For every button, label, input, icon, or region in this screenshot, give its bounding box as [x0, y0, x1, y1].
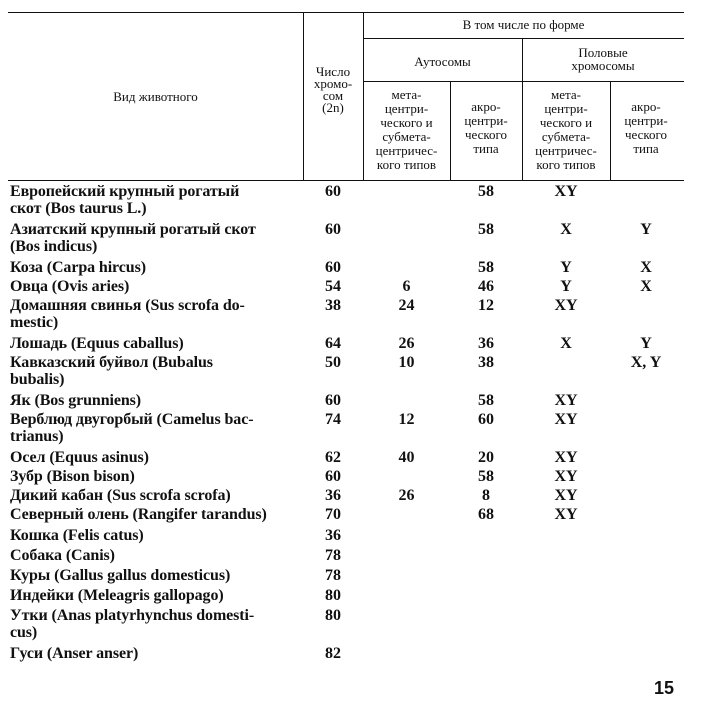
cell-autosomes-acrocentric: 58 [478, 468, 494, 485]
cell-species: Осел (Equus asinus) [10, 449, 149, 466]
cell-autosomes-acrocentric: 68 [478, 506, 494, 523]
cell-autosomes-metacentric: 26 [398, 487, 415, 504]
cell-species: Коза (Carpa hircus) [10, 259, 146, 276]
cell-autosomes-acrocentric: 58 [478, 259, 494, 276]
header-sex-chromosomes: Половые хромосомы [571, 45, 635, 73]
cell-sex-acrocentric: X [640, 259, 652, 276]
cell-chromosome-number: 78 [325, 547, 341, 564]
header-rule-by-form [363, 38, 684, 39]
cell-sex-metacentric: XY [554, 449, 578, 466]
cell-sex-metacentric: Y [560, 278, 572, 295]
cell-species: Индейки (Meleagris gallopago) [10, 587, 224, 604]
cell-species: Азиатский крупный рогатый скот (Bos indicus) [10, 221, 256, 255]
cell-autosomes-acrocentric: 58 [478, 392, 494, 409]
cell-autosomes-acrocentric: 8 [482, 487, 490, 504]
header-autosomes-acrocentric: акро- центри- ческого типа [464, 99, 508, 156]
header-chromosome-number: Число хромо- сом (2n) [313, 64, 353, 115]
cell-autosomes-acrocentric: 58 [478, 221, 494, 238]
cell-sex-metacentric: XY [554, 411, 578, 428]
cell-chromosome-number: 54 [325, 278, 341, 295]
cell-autosomes-acrocentric: 12 [478, 297, 494, 314]
cell-autosomes-metacentric: 26 [398, 335, 415, 352]
header-sex-acrocentric: акро- центри- ческого типа [624, 99, 668, 156]
cell-chromosome-number: 80 [325, 587, 341, 604]
cell-sex-acrocentric: X, Y [630, 354, 662, 371]
header-by-form: В том числе по форме [462, 17, 585, 32]
cell-chromosome-number: 82 [325, 645, 341, 662]
cell-species: Европейский крупный рогатый скот (Bos taurus L.) [10, 183, 240, 217]
cell-sex-acrocentric: Y [640, 221, 652, 238]
header-autosomes-metacentric: мета- центри- ческого и субмета- центричес- кого типов [375, 87, 438, 172]
cell-species: Гуси (Anser anser) [10, 645, 139, 662]
cell-species: Як (Bos grunniens) [10, 392, 141, 409]
cell-species: Северный олень (Rangifer tarandus) [10, 506, 267, 523]
cell-species: Домашняя свинья (Sus scrofa do- mestic) [10, 297, 245, 331]
cell-chromosome-number: 60 [325, 392, 341, 409]
cell-species: Собака (Canis) [10, 547, 115, 564]
cell-autosomes-acrocentric: 20 [478, 449, 494, 466]
cell-chromosome-number: 60 [325, 468, 341, 485]
header-sex-metacentric: мета- центри- ческого и субмета- центричес- кого типов [535, 87, 597, 172]
cell-species: Дикий кабан (Sus scrofa scrofa) [10, 487, 231, 504]
cell-sex-acrocentric: X [640, 278, 652, 295]
cell-chromosome-number: 60 [325, 221, 341, 238]
cell-sex-metacentric: XY [554, 468, 578, 485]
cell-chromosome-number: 70 [325, 506, 341, 523]
cell-chromosome-number: 74 [325, 411, 341, 428]
cell-autosomes-acrocentric: 38 [478, 354, 494, 371]
cell-species: Куры (Gallus gallus domesticus) [10, 567, 231, 584]
header-bottom-rule [8, 180, 684, 181]
cell-autosomes-metacentric: 12 [398, 411, 415, 428]
page-number: 15 [653, 678, 675, 698]
cell-chromosome-number: 50 [325, 354, 341, 371]
cell-sex-metacentric: XY [554, 392, 578, 409]
cell-autosomes-acrocentric: 60 [478, 411, 494, 428]
cell-sex-metacentric: Y [560, 259, 572, 276]
cell-sex-metacentric: XY [554, 487, 578, 504]
cell-autosomes-metacentric: 6 [402, 278, 411, 295]
cell-chromosome-number: 60 [325, 183, 341, 200]
cell-chromosome-number: 78 [325, 567, 341, 584]
cell-autosomes-acrocentric: 46 [478, 278, 494, 295]
cell-species: Утки (Anas platyrhynchus domesti- cus) [10, 607, 255, 641]
cell-chromosome-number: 36 [325, 487, 341, 504]
cell-autosomes-metacentric: 10 [398, 354, 415, 371]
header-autosomes: Аутосомы [414, 54, 471, 69]
cell-species: Лошадь (Equus caballus) [10, 335, 184, 352]
cell-chromosome-number: 36 [325, 527, 341, 544]
cell-chromosome-number: 38 [325, 297, 341, 314]
header-species: Вид животного [113, 89, 198, 104]
cell-sex-acrocentric: Y [640, 335, 652, 352]
cell-chromosome-number: 64 [325, 335, 341, 352]
cell-chromosome-number: 80 [325, 607, 341, 624]
cell-sex-metacentric: XY [554, 297, 578, 314]
table-top-rule [8, 12, 684, 13]
cell-chromosome-number: 60 [325, 259, 341, 276]
cell-species: Верблюд двугорбый (Camelus bac- trianus) [10, 411, 254, 445]
header-rule-groups [363, 81, 684, 82]
cell-species: Кошка (Felis catus) [10, 527, 144, 544]
cell-autosomes-acrocentric: 36 [478, 335, 494, 352]
cell-autosomes-acrocentric: 58 [478, 183, 494, 200]
cell-species: Кавказский буйвол (Bubalus bubalis) [10, 354, 213, 388]
cell-autosomes-metacentric: 24 [398, 297, 415, 314]
cell-sex-metacentric: XY [554, 183, 578, 200]
cell-species: Овца (Ovis aries) [10, 278, 130, 295]
cell-autosomes-metacentric: 40 [398, 449, 415, 466]
cell-sex-metacentric: XY [554, 506, 578, 523]
cell-sex-metacentric: X [560, 335, 572, 352]
cell-species: Зубр (Bison bison) [10, 468, 135, 485]
cell-chromosome-number: 62 [325, 449, 341, 466]
cell-sex-metacentric: X [560, 221, 572, 238]
